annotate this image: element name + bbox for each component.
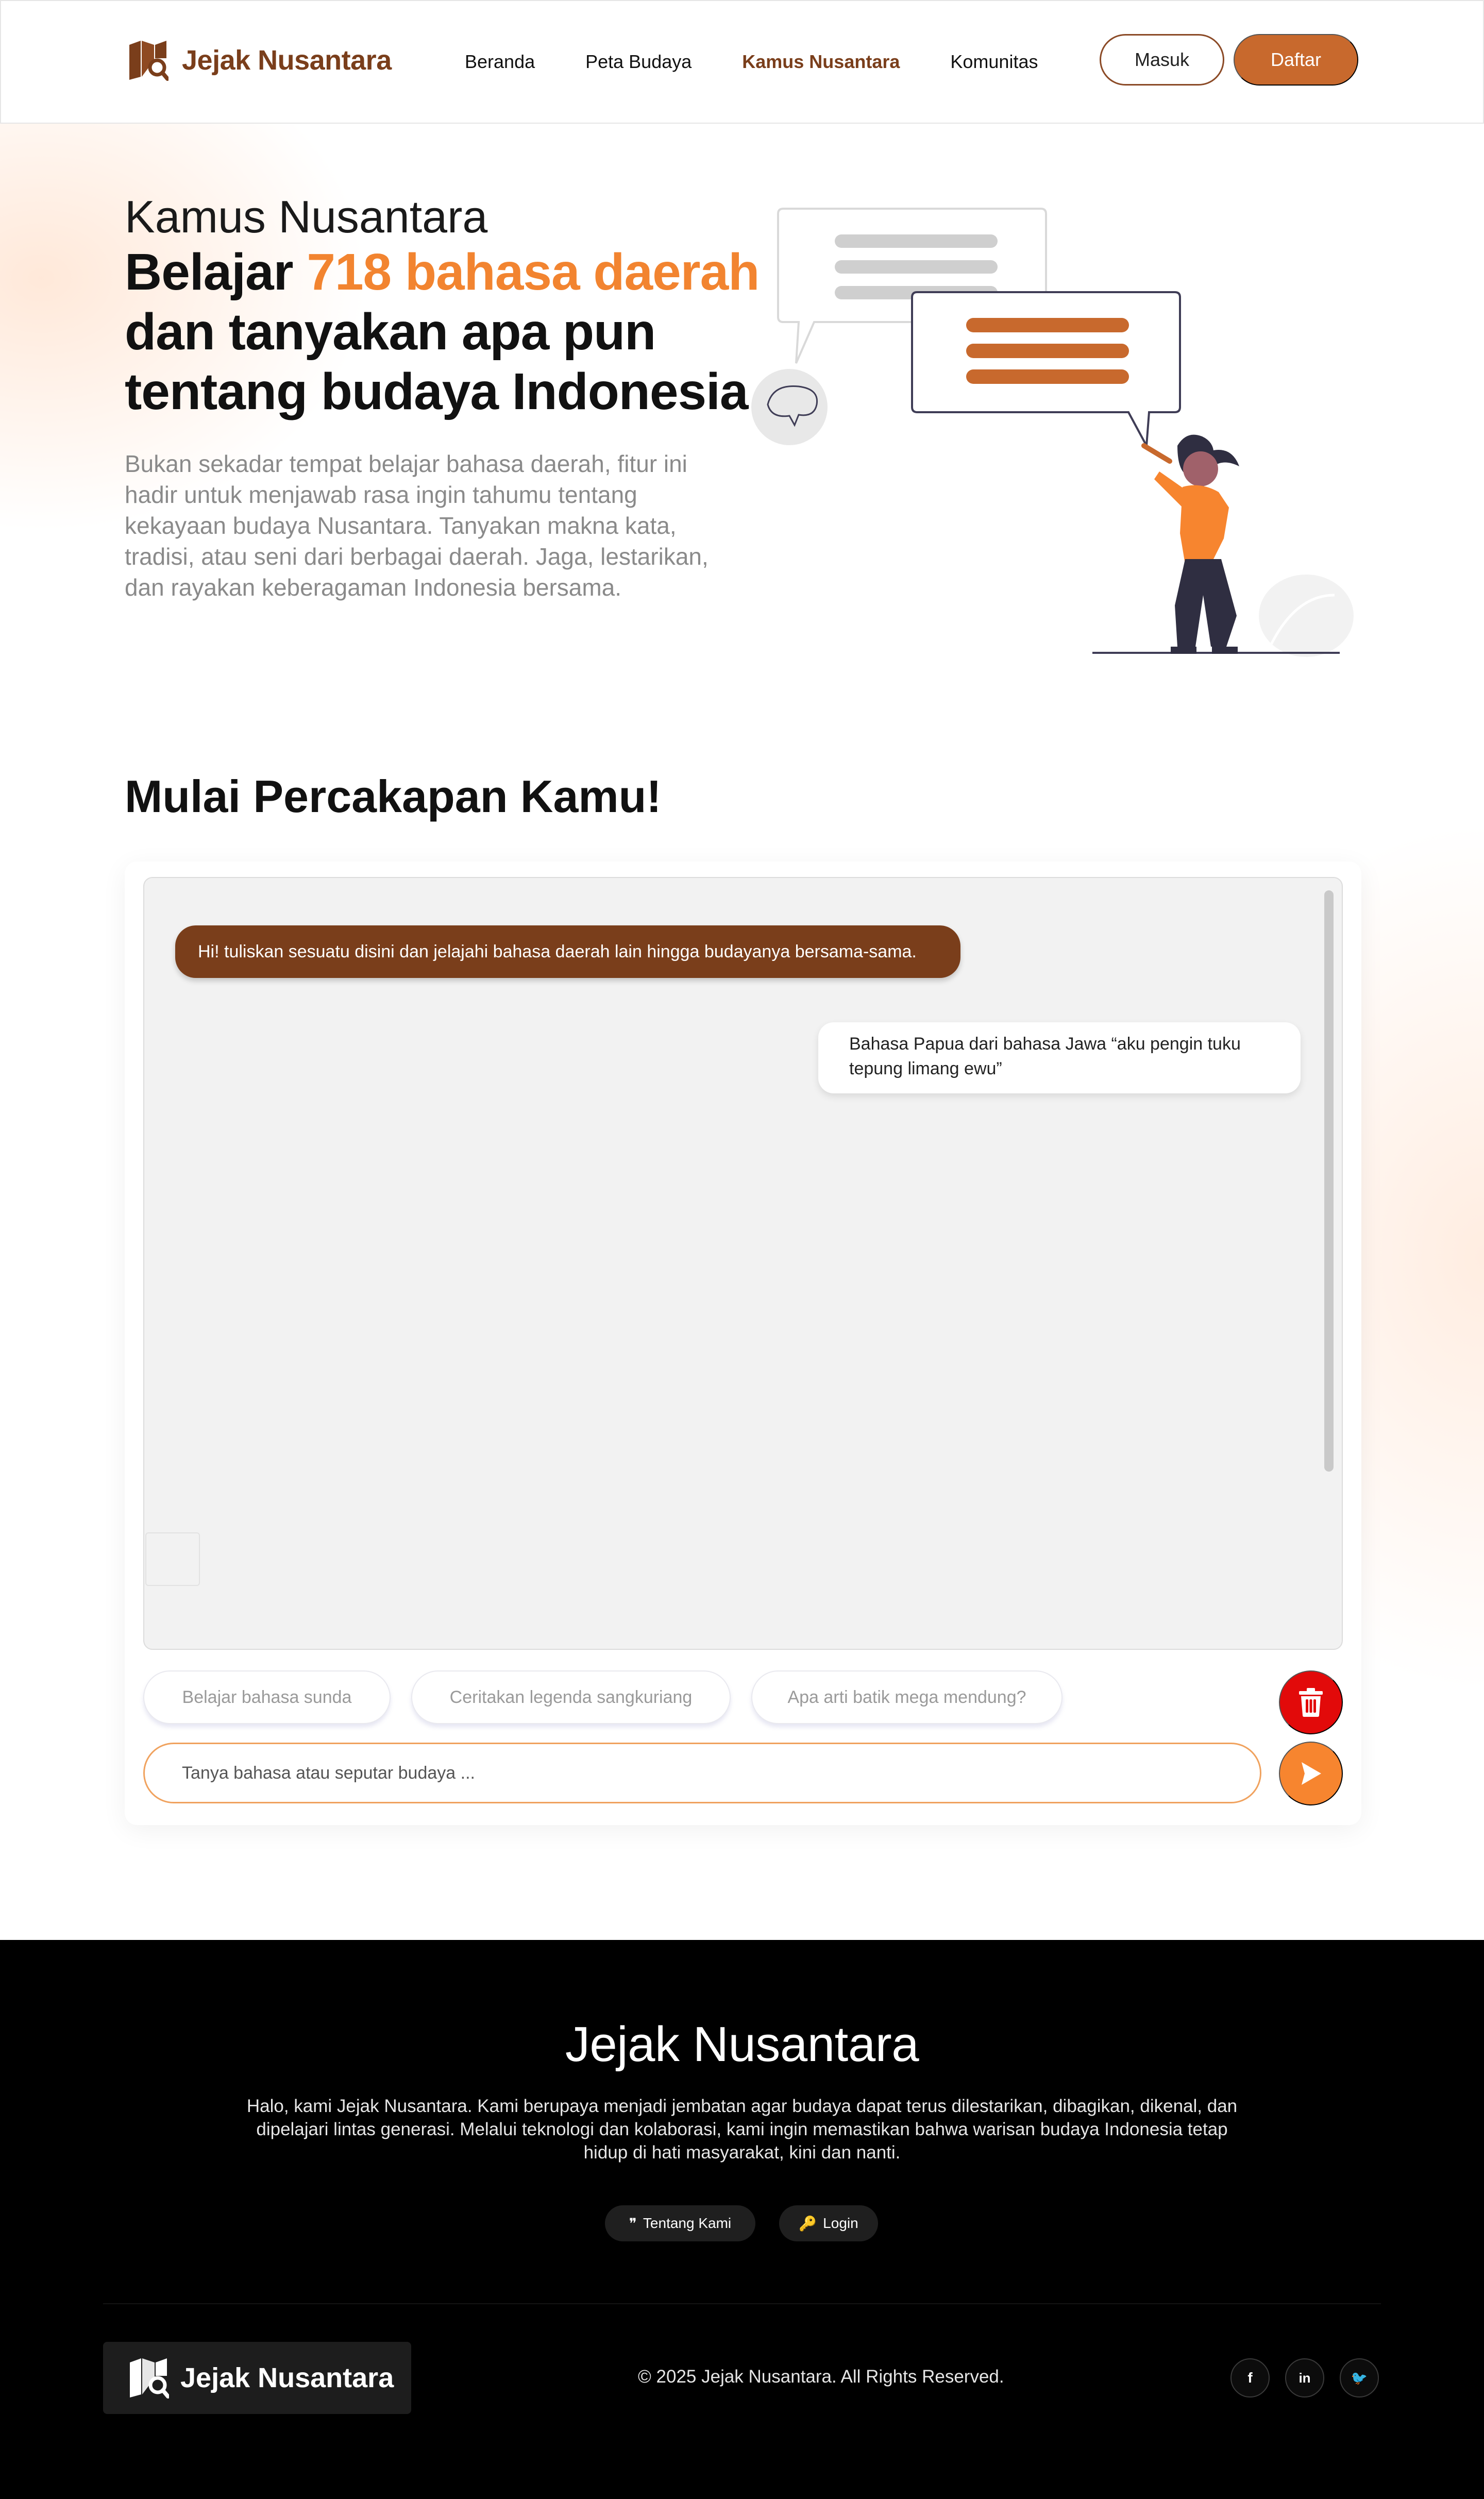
register-button[interactable]: Daftar: [1234, 34, 1358, 86]
send-icon: [1300, 1761, 1322, 1786]
suggestion-chip-sangkuriang[interactable]: Ceritakan legenda sangkuriang: [411, 1670, 731, 1724]
copyright-text: © 2025 Jejak Nusantara. All Rights Reserved.: [638, 2367, 1004, 2387]
user-message: Bahasa Papua dari bahasa Jawa “aku pengin tuku tepung limang ewu”: [818, 1022, 1301, 1093]
trash-icon: [1298, 1688, 1324, 1717]
chat-input[interactable]: [143, 1743, 1261, 1803]
nav-item-komunitas[interactable]: Komunitas: [950, 51, 1038, 72]
hero-title-prefix: Belajar: [125, 243, 307, 301]
scroll-to-bottom-button[interactable]: [145, 1532, 200, 1586]
footer-title: Jejak Nusantara: [565, 2017, 919, 2072]
linkedin-icon: in: [1298, 2370, 1311, 2386]
footer-link-about[interactable]: [605, 2205, 755, 2241]
hero-title-accent: 718 bahasa daerah: [307, 243, 760, 301]
brand-name: Jejak Nusantara: [182, 45, 392, 76]
hero-description: Bukan sekadar tempat belajar bahasa daerah, fitur ini hadir untuk menjawab rasa ingin tahumu tentang kekayaan budaya Nusantara. Tanyakan makna kata, tradisi, atau seni dari berbagai daerah. Jaga, lestarikan, dan rayakan keberagaman Indonesia bersama.: [125, 450, 709, 601]
nav-item-peta-budaya[interactable]: Peta Budaya: [585, 51, 692, 72]
chat-card: [125, 862, 1361, 1825]
footer-brand[interactable]: [103, 2342, 411, 2414]
main-nav: [465, 1, 1088, 123]
suggestion-chip-sunda[interactable]: Belajar bahasa sunda: [143, 1670, 391, 1724]
clear-chat-button[interactable]: [1279, 1670, 1343, 1734]
brand-logo-link[interactable]: [127, 37, 392, 83]
hero-subtitle: Kamus Nusantara: [125, 191, 488, 242]
bot-message: Hi! tuliskan sesuatu disini dan jelajahi bahasa daerah lain hingga budayanya bersama-sama.: [175, 925, 960, 978]
chat-messages-area[interactable]: [143, 877, 1343, 1650]
map-search-icon: [127, 40, 168, 81]
footer: [0, 1940, 1484, 2499]
send-button[interactable]: [1279, 1742, 1343, 1805]
key-icon: 🔑: [799, 2215, 817, 2232]
map-search-icon: [128, 2357, 169, 2399]
hero-title-suffix: dan tanyakan apa pun tentang budaya Indonesia: [125, 303, 748, 420]
navbar: [0, 0, 1484, 124]
quote-icon: ❞: [629, 2215, 637, 2232]
facebook-icon: f: [1247, 2370, 1253, 2386]
footer-description: Halo, kami Jejak Nusantara. Kami berupaya menjadi jembatan agar budaya dapat terus dilestarikan, dibagikan, dikenal, dan dipelajari lintas generasi. Melalui teknologi dan kolaborasi, kami ingin memastikan bahwa warisan budaya Indonesia tetap hidup di hati masyarakat, kini dan nanti.: [246, 2096, 1238, 2163]
nav-item-beranda[interactable]: Beranda: [465, 51, 535, 72]
chat-scrollbar-thumb[interactable]: [1324, 890, 1334, 1472]
chat-illustration: [747, 204, 1365, 657]
footer-link-login-label: Login: [823, 2215, 858, 2231]
footer-link-login[interactable]: [779, 2205, 878, 2241]
facebook-link[interactable]: [1230, 2358, 1270, 2397]
nav-item-kamus-nusantara[interactable]: Kamus Nusantara: [742, 51, 900, 72]
footer-link-about-label: Tentang Kami: [643, 2215, 732, 2231]
linkedin-link[interactable]: [1285, 2358, 1324, 2397]
footer-brand-name: Jejak Nusantara: [180, 2362, 394, 2393]
hero-title: [125, 242, 769, 421]
login-button[interactable]: Masuk: [1100, 34, 1224, 86]
twitter-icon: 🐦: [1351, 2370, 1368, 2386]
suggestion-chip-batik[interactable]: Apa arti batik mega mendung?: [751, 1670, 1063, 1724]
chat-section-title: Mulai Percakapan Kamu!: [125, 771, 662, 822]
footer-divider: [103, 2303, 1381, 2304]
twitter-link[interactable]: [1340, 2358, 1379, 2397]
